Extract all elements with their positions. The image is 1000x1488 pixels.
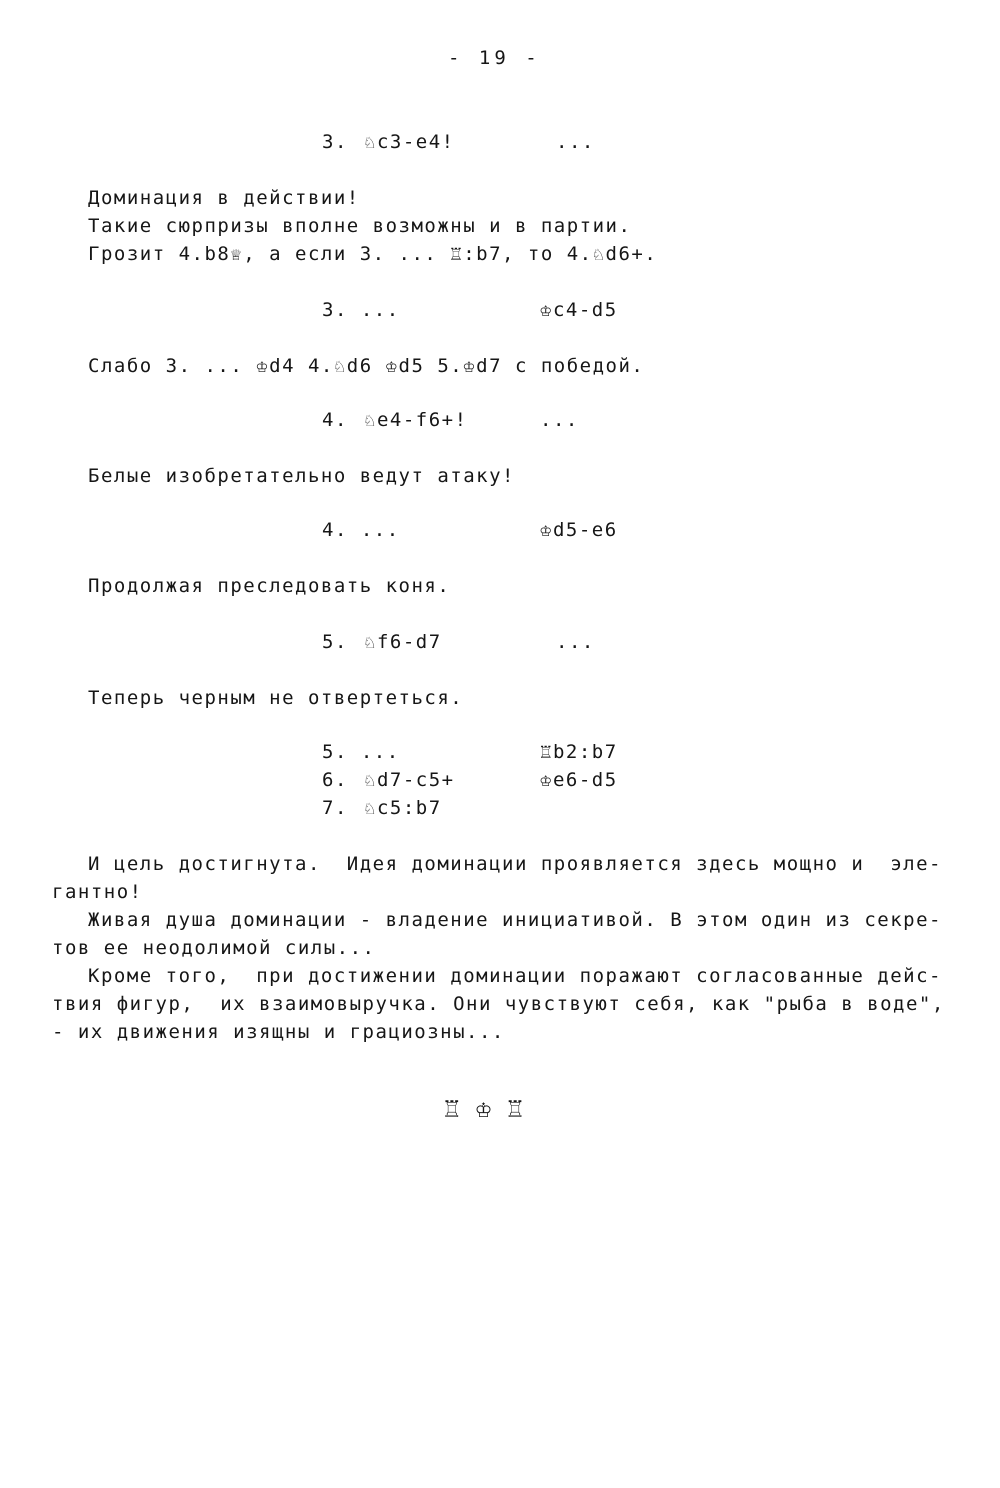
paragraph-line: - их движения изящны и грациозны... [52,1021,505,1043]
comment-line: Доминация в действии! [88,187,360,209]
comment-line: Продолжая преследовать коня. [88,575,451,597]
move-5-black: ... [556,631,595,653]
move-6-white: ♘d7-c5+ [364,769,455,791]
move-5b-black: ♖b2:b7 [540,741,618,763]
move-4-white: ♘e4-f6+! [364,409,468,431]
paragraph-line: твия фигур, их взаимовыручка. Они чувствуют себя, как "рыба в воде", [52,993,945,1015]
move-4b-black: ♔d5-e6 [540,519,618,541]
paragraph-line: гантно! [52,881,143,903]
move-7-number: 7. [322,797,348,819]
move-3-number: 3. [322,131,348,153]
move-3-white: ♘c3-e4! [364,131,455,153]
comment-line: Слабо 3. ... ♔d4 4.♘d6 ♔d5 5.♔d7 с победой. [88,355,645,377]
chess-ornament: ♖♔♖ [444,1094,539,1124]
page-number: - 19 - [448,47,541,69]
move-4-number: 4. [322,409,348,431]
move-5-white: ♘f6-d7 [364,631,442,653]
paragraph-line: Кроме того, при достижении доминации поражают согласованные дейс- [88,965,942,987]
move-7-white: ♘c5:b7 [364,797,442,819]
comment-line: Грозит 4.b8♕, а если 3. ... ♖:b7, то 4.♘d6+. [88,243,658,265]
comment-line: Такие сюрпризы вполне возможны и в партии. [88,215,632,237]
move-3b-black: ♔c4-d5 [540,299,618,321]
move-5-number: 5. [322,631,348,653]
move-6-black: ♔e6-d5 [540,769,618,791]
move-3-black: ... [556,131,595,153]
paragraph-line: тов ее неодолимой силы... [52,937,376,959]
comment-line: Белые изобретательно ведут атаку! [88,465,515,487]
move-3b-number: 3. ... [322,299,400,321]
comment-line: Теперь черным не отвертеться. [88,687,464,709]
paragraph-line: Живая душа доминации - владение инициативой. В этом один из секре- [88,909,942,931]
move-5b-number: 5. ... [322,741,400,763]
move-4b-number: 4. ... [322,519,400,541]
paragraph-line: И цель достигнута. Идея доминации проявляется здесь мощно и эле- [88,853,942,875]
move-6-number: 6. [322,769,348,791]
move-4-black: ... [540,409,579,431]
